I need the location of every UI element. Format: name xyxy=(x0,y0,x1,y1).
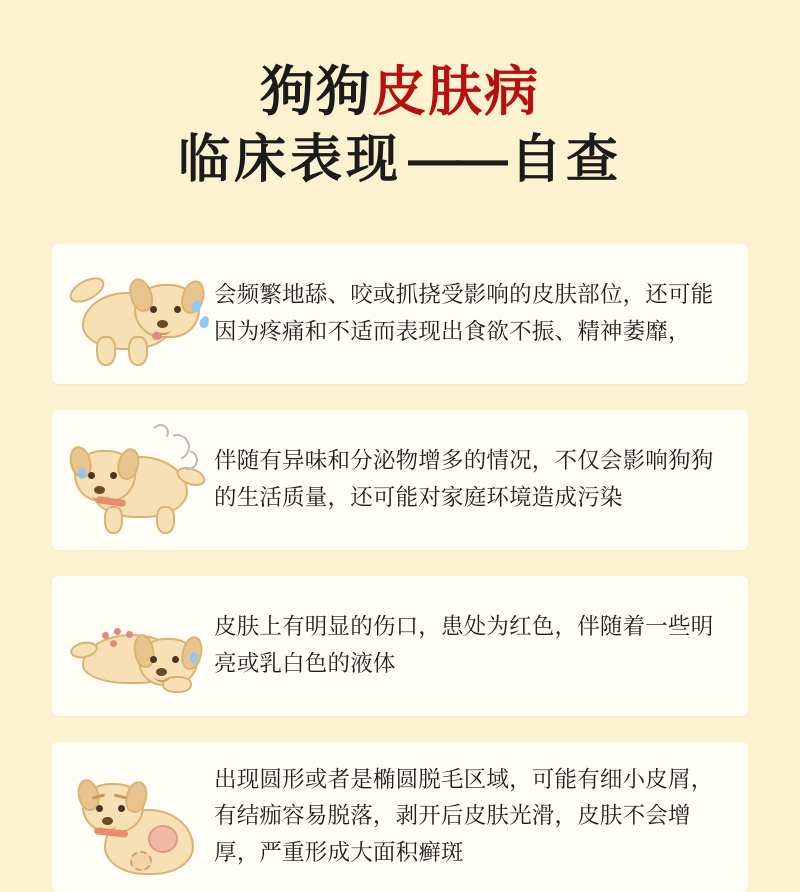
dog-wound-icon xyxy=(52,576,214,716)
list-item-text: 皮肤上有明显的伤口，患处为红色，伴随着一些明亮或乳白色的液体 xyxy=(214,614,714,676)
page-title xyxy=(0,0,800,194)
dog-hairloss-icon xyxy=(52,747,214,887)
dog-smelly-icon xyxy=(52,410,214,550)
title-line2-right: 自查 xyxy=(510,131,623,190)
list-item-text: 伴随有异味和分泌物增多的情况，不仅会影响狗狗的生活质量，还可能对家庭环境造成污染 xyxy=(214,448,714,510)
title-dash: —— xyxy=(408,131,504,190)
list-item xyxy=(52,576,748,716)
symptom-card-list xyxy=(0,244,800,892)
list-item xyxy=(52,742,748,892)
title-line-1 xyxy=(0,58,800,127)
title-line-2 xyxy=(0,127,800,194)
title-highlight: 皮肤病 xyxy=(372,62,540,122)
list-item xyxy=(52,244,748,384)
dog-scratching-icon xyxy=(52,244,214,384)
list-item-text: 出现圆形或者是椭圆脱毛区域，可能有细小皮屑，有结痂容易脱落，剥开后皮肤光滑，皮肤不会增厚，严重形成大面积癣斑 xyxy=(214,767,714,865)
list-item xyxy=(52,410,748,550)
list-item-text: 会频繁地舔、咬或抓挠受影响的皮肤部位，还可能因为疼痛和不适而表现出食欲不振、精神萎靡， xyxy=(214,282,714,344)
title-prefix: 狗狗 xyxy=(260,62,372,122)
title-line2-left: 临床表现 xyxy=(177,131,402,190)
